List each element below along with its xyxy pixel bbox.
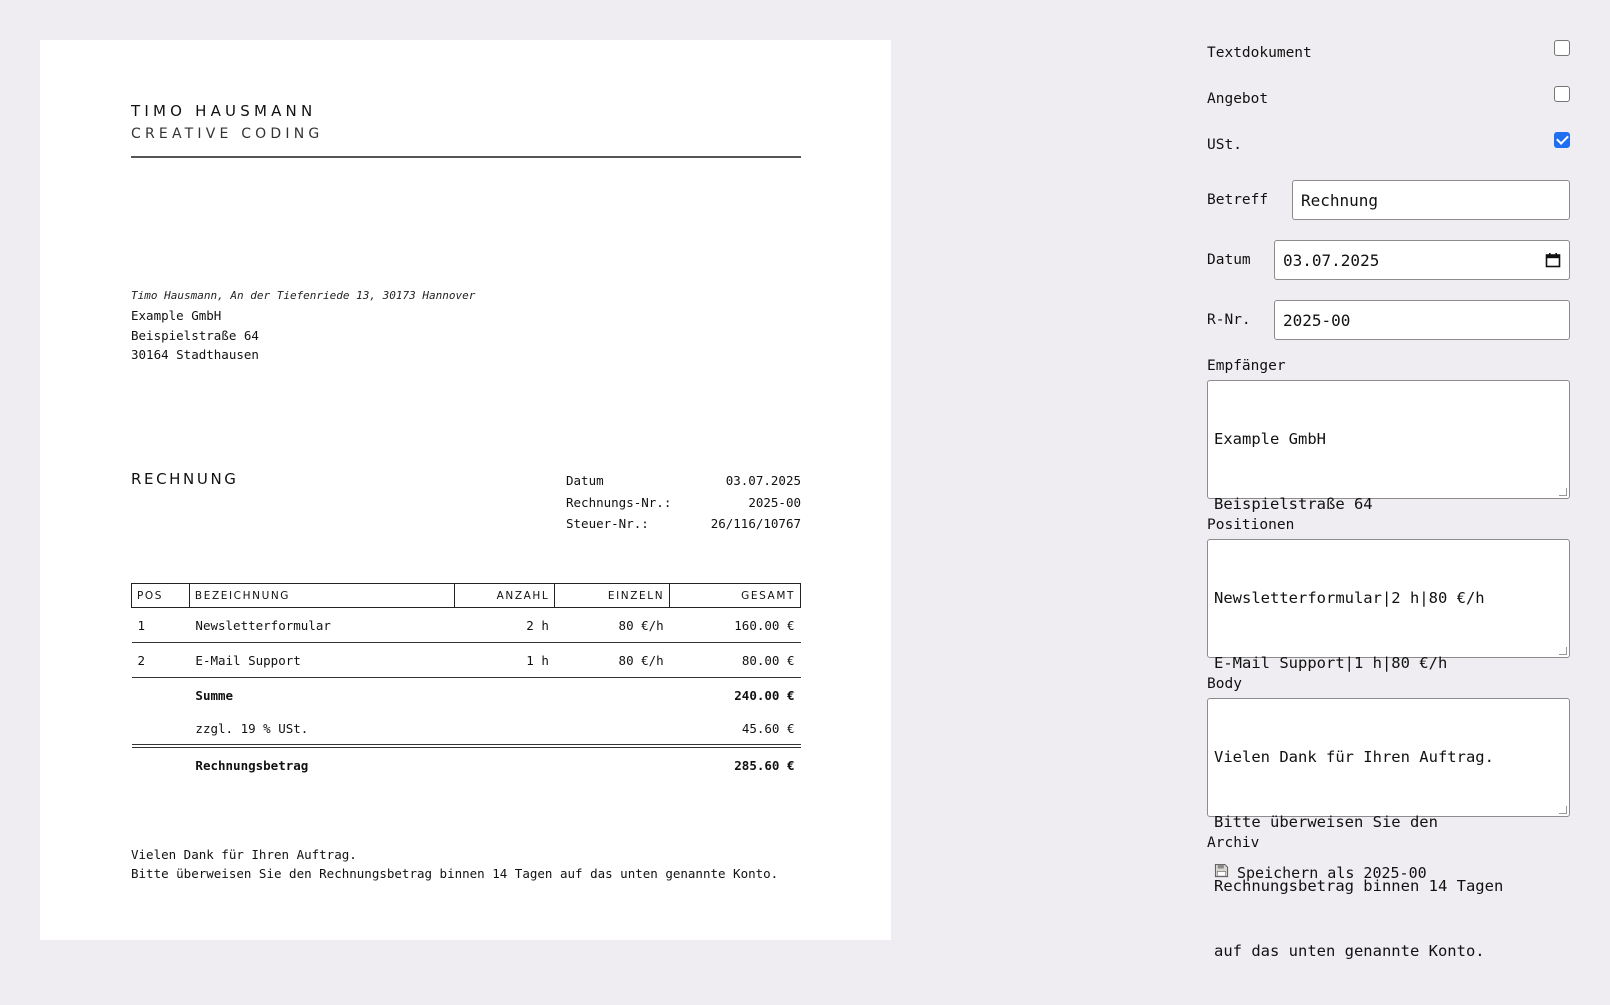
invoice-meta <box>566 470 801 535</box>
textarea-line: Newsletterformular|2 h|80 €/h <box>1214 589 1485 607</box>
line-items-table <box>131 583 801 784</box>
rnr-label: R-Nr. <box>1207 312 1251 328</box>
col-header-pos: POS <box>132 584 190 608</box>
subtotal-label: Summe <box>195 687 234 703</box>
textarea-line: auf das unten genannte Konto. <box>1214 941 1485 960</box>
cell-total: 80.00 € <box>670 643 801 678</box>
letterhead-divider <box>131 156 801 158</box>
save-as-label: Speichern als 2025-00 <box>1237 863 1427 882</box>
meta-label: Datum <box>566 473 604 489</box>
cell-unit-price: 80 €/h <box>555 608 670 643</box>
textarea-line: Example GmbH <box>1214 430 1326 448</box>
col-header-total: GESAMT <box>670 584 801 608</box>
empfaenger-label: Empfänger <box>1207 358 1286 374</box>
cell-description: Newsletterformular <box>189 608 454 643</box>
grand-total-row <box>132 746 801 784</box>
betreff-row <box>1207 180 1570 220</box>
archiv-label: Archiv <box>1207 835 1260 851</box>
cell-quantity: 1 h <box>454 643 555 678</box>
meta-label: Steuer-Nr.: <box>566 516 649 532</box>
sender-line: Timo Hausmann, An der Tiefenriede 13, 30173 Hannover <box>131 289 476 302</box>
brand-tagline: CREATIVE CODING <box>131 126 324 142</box>
brand-name: TIMO HAUSMANN <box>131 102 317 120</box>
datum-label: Datum <box>1207 252 1251 268</box>
datum-input[interactable] <box>1274 240 1570 280</box>
option-angebot <box>1207 76 1570 122</box>
closing-line: Vielen Dank für Ihren Auftrag. <box>131 847 357 862</box>
angebot-checkbox[interactable] <box>1554 86 1570 102</box>
empfaenger-textarea[interactable] <box>1207 380 1570 513</box>
meta-row-invoice-number <box>566 492 801 514</box>
settings-panel <box>1207 30 1570 960</box>
address-block <box>131 288 801 365</box>
option-textdokument <box>1207 30 1570 76</box>
betreff-label: Betreff <box>1207 192 1269 208</box>
invoice-page <box>40 40 891 940</box>
textarea-line: Rechnungsbetrag binnen 14 Tagen <box>1214 877 1504 895</box>
grand-total-label: Rechnungsbetrag <box>195 758 309 773</box>
tax-label: zzgl. 19 % USt. <box>189 713 454 746</box>
cell-unit-price: 80 €/h <box>555 643 670 678</box>
rnr-row <box>1207 300 1570 340</box>
textarea-line: Bitte überweisen Sie den <box>1214 812 1438 831</box>
meta-value: 03.07.2025 <box>725 473 801 489</box>
positionen-label: Positionen <box>1207 517 1295 533</box>
calendar-icon[interactable] <box>1545 252 1561 268</box>
table-header-row <box>132 584 801 608</box>
checkbox-label: Textdokument <box>1207 45 1312 61</box>
recipient-line: Beispielstraße 64 <box>131 327 259 343</box>
letterhead <box>131 102 801 142</box>
table-row <box>132 643 801 678</box>
col-header-quantity: ANZAHL <box>454 584 555 608</box>
betreff-input[interactable] <box>1292 180 1570 220</box>
positionen-textarea[interactable] <box>1207 539 1570 672</box>
cell-quantity: 2 h <box>454 608 555 643</box>
cell-total: 160.00 € <box>670 608 801 643</box>
table-row <box>132 608 801 643</box>
closing-text <box>131 845 801 883</box>
meta-value: 26/116/10767 <box>710 516 801 532</box>
textarea-line: Vielen Dank für Ihren Auftrag. <box>1214 748 1494 766</box>
body-label: Body <box>1207 676 1242 692</box>
document-title: RECHNUNG <box>131 470 239 488</box>
recipient-line: 30164 Stadthausen <box>131 347 259 362</box>
tax-row <box>132 713 801 746</box>
betreff-value: Rechnung <box>1301 190 1379 210</box>
recipient-line: Example GmbH <box>131 308 222 323</box>
meta-row-tax-number <box>566 513 801 535</box>
subtotal-value: 240.00 € <box>734 687 795 703</box>
rnr-value: 2025-00 <box>1283 310 1351 330</box>
textarea-line: Beispielstraße 64 <box>1214 494 1373 513</box>
grand-total-value: 285.60 € <box>734 758 795 773</box>
meta-value: 2025-00 <box>748 494 801 510</box>
textdokument-checkbox[interactable] <box>1554 40 1570 56</box>
checkbox-label: Angebot <box>1207 91 1269 107</box>
meta-row-date <box>566 470 801 492</box>
cell-pos: 1 <box>132 608 190 643</box>
closing-line: Bitte überweisen Sie den Rechnungsbetrag binnen 14 Tagen auf das unten genannte Konto. <box>131 866 779 881</box>
cell-pos: 2 <box>132 643 190 678</box>
datum-row <box>1207 240 1570 280</box>
rnr-input[interactable] <box>1274 300 1570 340</box>
meta-label: Rechnungs-Nr.: <box>566 494 672 510</box>
checkbox-label: USt. <box>1207 137 1242 153</box>
textarea-line: E-Mail Support|1 h|80 €/h <box>1214 653 1448 672</box>
col-header-description: BEZEICHNUNG <box>189 584 454 608</box>
subtotal-row <box>132 678 801 713</box>
datum-value: 03.07.2025 <box>1283 250 1380 270</box>
tax-value: 45.60 € <box>670 713 801 746</box>
option-ust <box>1207 122 1570 168</box>
col-header-unit-price: EINZELN <box>555 584 670 608</box>
cell-description: E-Mail Support <box>189 643 454 678</box>
ust-checkbox[interactable] <box>1554 132 1570 148</box>
